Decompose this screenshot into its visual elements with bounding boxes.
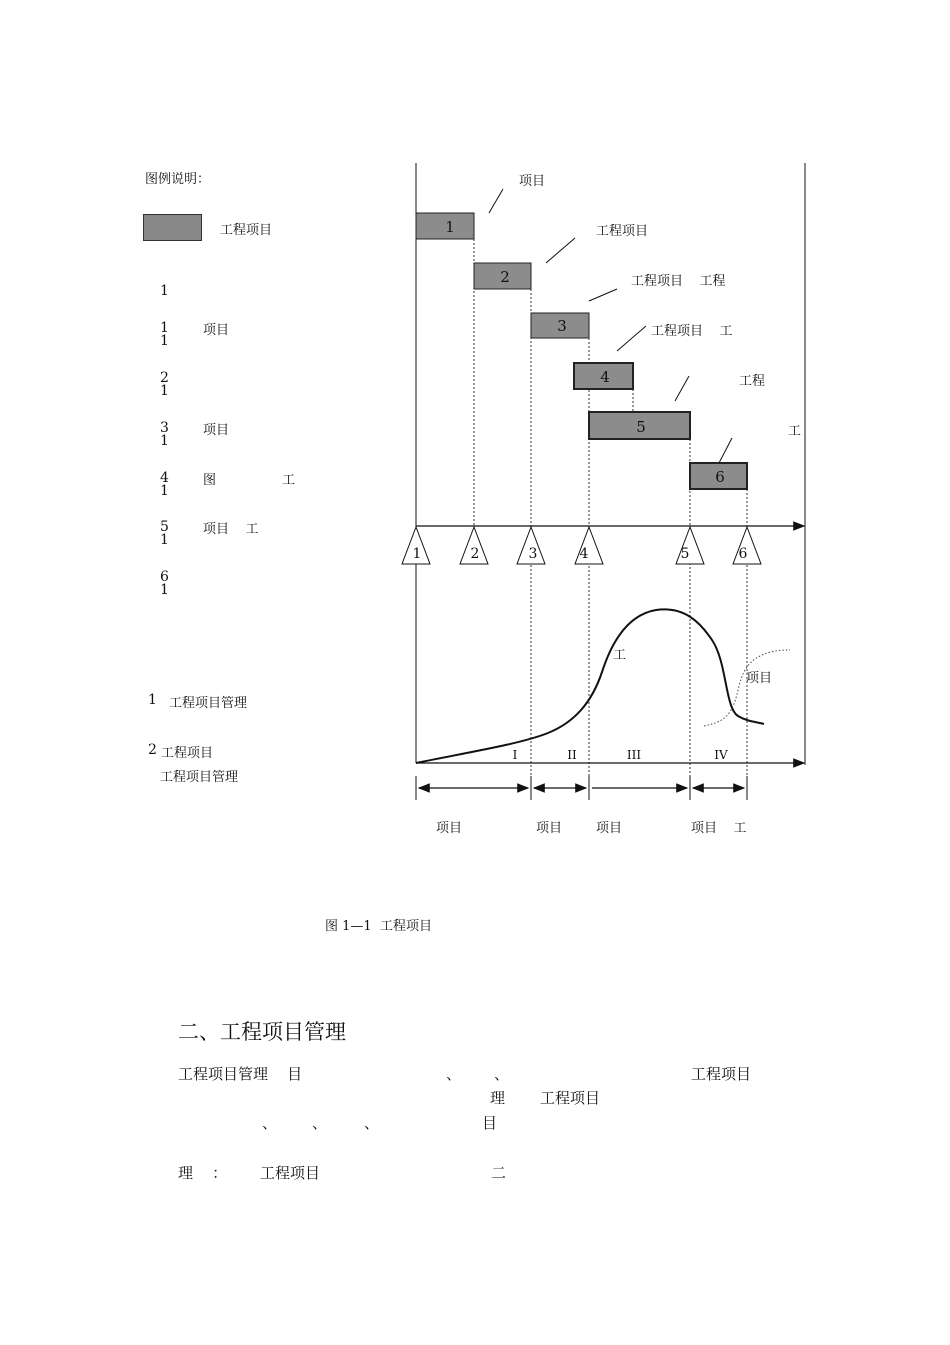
milestone-label: 4 xyxy=(579,546,589,562)
legend-item-label: 项目 xyxy=(203,323,230,338)
legend-title: 图例说明： xyxy=(145,172,211,187)
callout-label: 工程项目 工程 xyxy=(631,274,726,289)
curve-label: 工 xyxy=(613,648,627,663)
gantt-bar-label: 1 xyxy=(445,218,455,236)
phase-name: 项目 xyxy=(436,821,463,836)
legend-item-sub: 1 xyxy=(160,532,169,548)
gantt-bar-label: 6 xyxy=(715,468,725,486)
legend-item-number: 5 xyxy=(160,519,169,535)
note-2-number: 2 xyxy=(148,742,157,758)
callout-label: 项目 xyxy=(519,174,546,189)
phase-numeral: II xyxy=(567,748,577,762)
gantt-bar-label: 4 xyxy=(600,368,610,386)
gantt-bars xyxy=(416,213,747,489)
paragraph-fragment: 、 xyxy=(312,1114,328,1132)
milestone-label: 2 xyxy=(470,546,480,562)
note-1-number: 1 xyxy=(148,692,157,708)
legend-item-sub: 1 xyxy=(160,582,169,598)
phase-name: 项目 工 xyxy=(691,821,747,836)
callout-label: 工程项目 xyxy=(596,224,649,239)
gantt-bar-label: 2 xyxy=(500,268,510,286)
phase-name: 项目 xyxy=(596,821,623,836)
phase-numeral: IV xyxy=(714,748,728,762)
milestone-label: 3 xyxy=(528,546,538,562)
callout-label: 工程 xyxy=(739,374,766,389)
callout-label: 工 xyxy=(788,424,802,439)
paragraph-fragment: 目 xyxy=(482,1114,498,1132)
legend-item-number: 3 xyxy=(160,420,169,436)
legend-item-number: 6 xyxy=(160,569,169,585)
gantt-bar-label: 3 xyxy=(557,317,567,335)
legend-item-number: 4 xyxy=(160,470,169,486)
paragraph-fragment: 工程项目管理 目 xyxy=(178,1065,303,1083)
curve-label: 项目 xyxy=(746,671,773,686)
note-2-text-line2: 工程项目管理 xyxy=(160,770,239,785)
legend-item-sub: 1 xyxy=(160,333,169,349)
milestone-label: 1 xyxy=(412,546,422,562)
phase-numeral: III xyxy=(626,748,642,762)
legend-item-label: 项目 工 xyxy=(203,522,259,537)
paragraph-fragment: 、 xyxy=(364,1114,380,1132)
figure-caption: 图 1—1 工程项目 xyxy=(325,919,432,934)
legend-item-number: 1 xyxy=(160,283,169,299)
note-2-text: 工程项目 xyxy=(161,746,214,761)
paragraph-fragment: 二 xyxy=(491,1164,507,1182)
legend-item-label: 图 工 xyxy=(203,473,296,488)
milestone-label: 5 xyxy=(680,546,690,562)
legend-item-number: 2 xyxy=(160,370,169,386)
section-heading: 二、工程项目管理 xyxy=(178,1020,346,1044)
note-1-text: 工程项目管理 xyxy=(169,696,248,711)
phase-name: 项目 xyxy=(536,821,563,836)
gantt-bar-label: 5 xyxy=(636,418,646,436)
phase-numeral: I xyxy=(512,748,518,762)
paragraph-fragment: 工程项目 xyxy=(691,1065,752,1083)
legend-item-label: 项目 xyxy=(203,423,230,438)
paragraph-fragment: 、 xyxy=(494,1065,510,1083)
paragraph-fragment: 、 xyxy=(446,1065,462,1083)
paragraph-fragment: 、 xyxy=(262,1114,278,1132)
legend-item-sub: 1 xyxy=(160,433,169,449)
callout-label: 工程项目 工 xyxy=(651,324,733,339)
legend-item-sub: 1 xyxy=(160,483,169,499)
paragraph-fragment: 工程项目 xyxy=(540,1089,601,1107)
paragraph-fragment: 理 xyxy=(490,1089,506,1107)
lifecycle-curve xyxy=(416,609,764,763)
legend-item-sub: 1 xyxy=(160,383,169,399)
paragraph-fragment: 理 ： xyxy=(178,1164,228,1182)
legend-item-number: 1 xyxy=(160,320,169,336)
paragraph-fragment: 工程项目 xyxy=(260,1164,321,1182)
milestone-label: 6 xyxy=(738,546,748,562)
legend-bar-label: 工程项目 xyxy=(220,223,273,238)
